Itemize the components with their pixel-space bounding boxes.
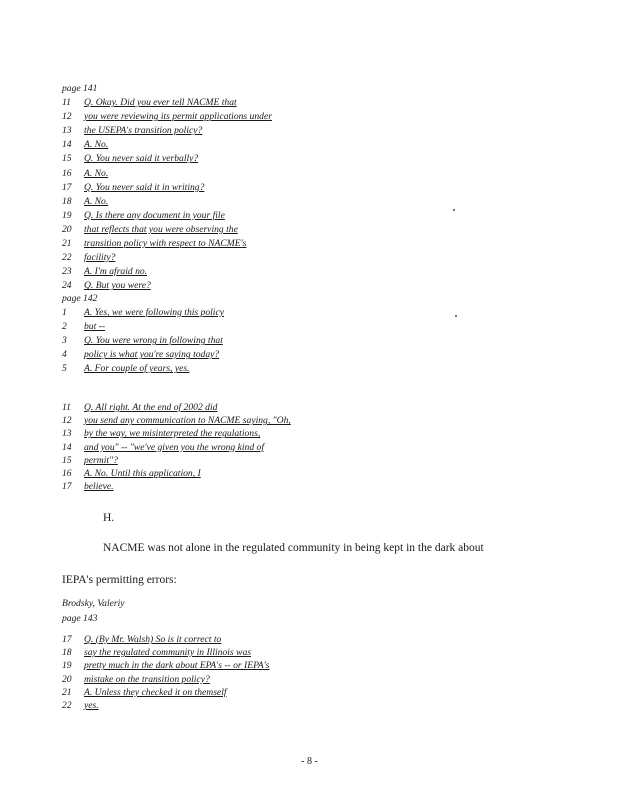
line-number: 16 [62,167,72,179]
transcript-line [62,138,108,151]
line-text: permit"? [84,454,118,466]
transcript-line [62,401,217,414]
transcript-line [62,167,108,180]
line-number: 22 [62,700,72,711]
transcript-line [62,306,224,319]
line-text: you send any communication to NACME saying, "Oh, [84,415,291,427]
transcript-line [62,110,272,123]
transcript-line [62,480,114,493]
line-text: A. No. [84,195,109,207]
transcript-line [62,209,225,222]
line-text: A. For couple of years, yes. [84,363,190,375]
line-number: 17 [62,481,72,493]
line-number: 21 [62,238,72,249]
line-text: pretty much in the dark about EPA's -- or IEPA's [84,660,270,672]
transcript-line [62,441,264,454]
transcript-line [62,195,108,208]
transcript-line [62,279,151,292]
line-text: A. No. Until this application, I [84,468,201,479]
transcript-line [62,152,198,165]
section-letter: H. [103,512,115,524]
line-number: 23 [62,266,72,278]
line-number: 18 [62,647,72,659]
transcript-line [62,320,105,333]
transcript-line [62,673,210,686]
line-number: 15 [62,454,72,466]
line-number: 24 [62,280,72,292]
line-text: but -- [84,321,106,333]
line-number: 19 [62,209,72,221]
line-number: 15 [62,153,72,165]
transcript-line [62,454,118,467]
line-text: Q. You were wrong in following that [84,335,223,347]
page-label-142: page 142 [62,293,98,304]
line-text: and you" -- "we've given you the wrong kind of [84,441,264,453]
scan-speck [455,315,457,317]
line-text: transition policy with respect to NACME's [84,238,247,249]
line-number: 3 [62,335,67,347]
witness-name: Brodsky, Valeriy [62,598,125,609]
line-text: you were reviewing its permit applications under [84,111,272,123]
line-text: A. Yes, we were following this policy [84,307,224,318]
transcript-line [62,633,221,646]
line-text: policy is what you're saying today? [84,349,220,361]
line-text: Q. Is there any document in your file [84,209,225,221]
line-text: Q. You never said it in writing? [84,181,205,193]
transcript-line [62,686,227,699]
line-text: Q. (By Mr. Walsh) So is it correct to [84,634,222,645]
line-text: Q. Okay. Did you ever tell NACME that [84,97,237,108]
line-number: 11 [62,402,71,413]
transcript-line [62,223,238,236]
line-number: 14 [62,139,72,151]
line-number: 4 [62,349,67,361]
line-text: the USEPA's transition policy? [84,125,203,137]
page-label-141: page 141 [62,83,98,94]
line-number: 13 [62,125,72,137]
line-number: 12 [62,415,72,427]
line-text: Q. But you were? [84,280,151,292]
line-text: Q. All right. At the end of 2002 did [84,402,218,413]
line-number: 5 [62,363,67,375]
line-text: yes. [84,700,99,711]
line-text: by the way, we misinterpreted the regulations, [84,428,261,440]
transcript-line [62,237,246,250]
section-paragraph-line1: NACME was not alone in the regulated community in being kept in the dark about [103,542,484,554]
line-number: 12 [62,111,72,123]
line-text: believe. [84,481,114,493]
line-number: 21 [62,686,72,698]
line-number: 18 [62,195,72,207]
line-text: that reflects that you were observing the [84,223,238,235]
line-text: Q. You never said it verbally? [84,153,199,165]
line-text: say the regulated community in Illinois was [84,647,251,659]
line-number: 20 [62,673,72,685]
line-text: mistake on the transition policy? [84,673,210,685]
line-number: 2 [62,321,67,333]
transcript-line [62,646,251,659]
line-number: 22 [62,252,72,264]
transcript-line [62,181,204,194]
transcript-line [62,362,190,375]
transcript-line [62,427,260,440]
transcript-line [62,96,237,109]
line-text: A. I'm afraid no. [84,266,148,278]
transcript-line [62,699,99,712]
page-label-143: page 143 [62,613,98,624]
line-text: A. No. [84,167,109,179]
page-number: - 8 - [301,756,318,767]
line-text: facility? [84,252,116,264]
line-number: 14 [62,441,72,453]
transcript-line [62,659,269,672]
line-number: 16 [62,468,72,479]
line-number: 13 [62,428,72,440]
transcript-line [62,334,223,347]
transcript-line [62,414,291,427]
transcript-line [62,348,219,361]
transcript-line [62,265,147,278]
transcript-line [62,467,201,480]
section-paragraph-line2: IEPA's permitting errors: [62,574,177,586]
line-number: 17 [62,634,72,645]
scan-speck [453,209,455,211]
line-number: 11 [62,97,71,108]
line-number: 17 [62,181,72,193]
line-text: A. Unless they checked it on themself [84,686,227,698]
line-number: 1 [62,307,67,318]
line-number: 20 [62,223,72,235]
transcript-line [62,251,115,264]
line-text: A. No. [84,139,109,151]
line-number: 19 [62,660,72,672]
transcript-line [62,124,202,137]
